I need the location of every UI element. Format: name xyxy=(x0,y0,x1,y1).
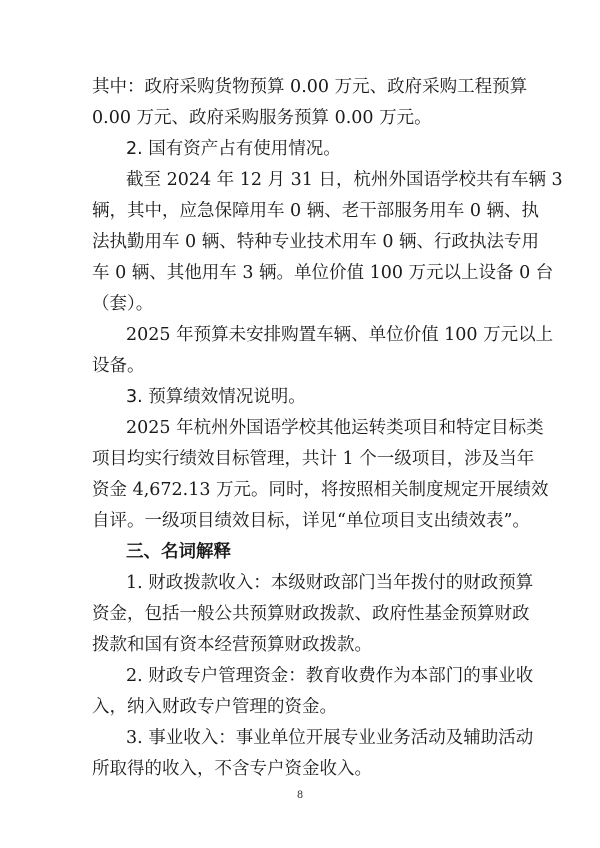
paragraph-line: 法执勤用车 0 辆、特种专业技术用车 0 辆、行政执法专用 xyxy=(92,232,540,252)
paragraph-line: 所取得的收入，不含专户资金收入。 xyxy=(92,759,372,779)
paragraph-line: 2. 财政专户管理资金：教育收费作为本部门的事业收 xyxy=(126,666,534,686)
paragraph-line: 设备。 xyxy=(92,356,145,376)
paragraph-line: 其中：政府采购货物预算 0.00 万元、政府采购工程预算 xyxy=(92,77,528,97)
paragraph-line: 资金 4,672.13 万元。同时，将按照相关制度规定开展绩效 xyxy=(92,480,549,500)
paragraph-line: 入，纳入财政专户管理的资金。 xyxy=(92,697,337,717)
section-heading: 三、名词解释 xyxy=(126,542,231,562)
page-number: 8 xyxy=(296,790,304,801)
paragraph-line: 2025 年杭州外国语学校其他运转类项目和特定目标类 xyxy=(126,418,544,438)
subsection-heading: 3. 预算绩效情况说明。 xyxy=(126,387,306,407)
paragraph-line: 自评。一级项目绩效目标，详见“单位项目支出绩效表”。 xyxy=(92,511,530,531)
paragraph-line: （套）。 xyxy=(92,294,154,314)
paragraph-line: 拨款和国有资本经营预算财政拨款。 xyxy=(92,635,372,655)
paragraph-line: 2025 年预算未安排购置车辆、单位价值 100 万元以上 xyxy=(126,325,554,345)
paragraph-line: 0.00 万元、政府采购服务预算 0.00 万元。 xyxy=(92,108,432,128)
paragraph-line: 项目均实行绩效目标管理，共计 1 个一级项目，涉及当年 xyxy=(92,449,535,469)
paragraph-line: 截至 2024 年 12 月 31 日，杭州外国语学校共有车辆 3 xyxy=(126,170,563,190)
paragraph-line: 车 0 辆、其他用车 3 辆。单位价值 100 万元以上设备 0 台 xyxy=(92,263,554,283)
paragraph-line: 资金，包括一般公共预算财政拨款、政府性基金预算财政 xyxy=(92,604,530,624)
document-body xyxy=(92,72,563,785)
paragraph-line: 3. 事业收入：事业单位开展专业业务活动及辅助活动 xyxy=(126,728,534,748)
subsection-heading: 2. 国有资产占有使用情况。 xyxy=(126,139,341,159)
paragraph-line: 辆，其中，应急保障用车 0 辆、老干部服务用车 0 辆、执 xyxy=(92,201,540,221)
paragraph-line: 1. 财政拨款收入：本级财政部门当年拨付的财政预算 xyxy=(126,573,534,593)
